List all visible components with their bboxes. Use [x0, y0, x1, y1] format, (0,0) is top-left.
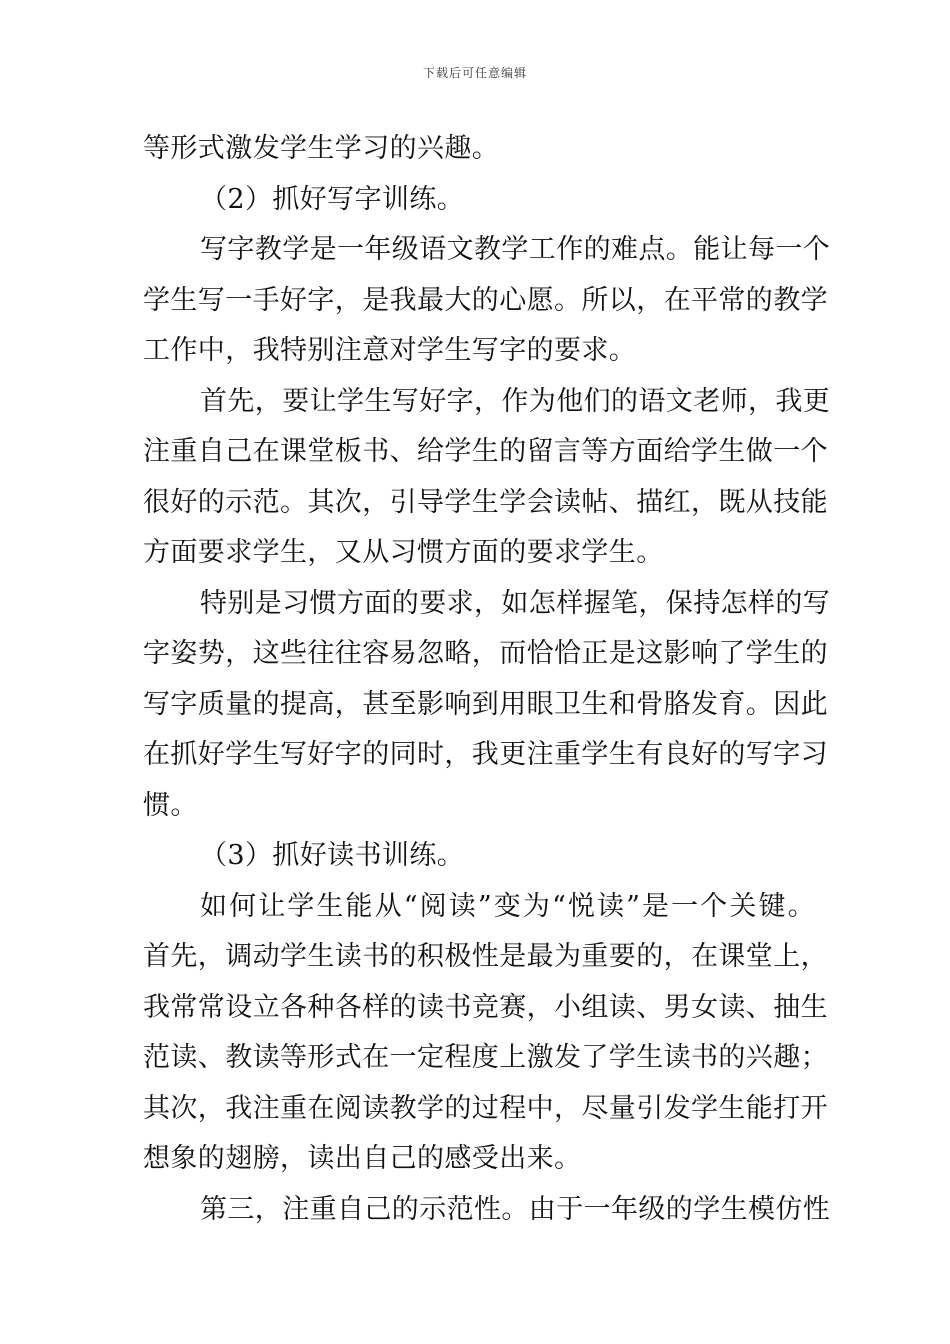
text-line: 想象的翅膀，读出自己的感受出来。	[143, 1143, 582, 1174]
text-line: 范读、教读等形式在一定程度上激发了学生读书的兴趣；	[143, 1042, 828, 1073]
text-line: 首先，调动学生读书的积极性是最为重要的，在课堂上，	[143, 941, 828, 972]
text-line: 其次，我注重在阅读教学的过程中，尽量引发学生能打开	[143, 1092, 828, 1124]
text-line: 我常常设立各种各样的读书竞赛，小组读、男女读、抽生	[143, 991, 828, 1023]
text-line: 写字质量的提高，甚至影响到用眼卫生和骨胳发育。因此	[143, 688, 828, 720]
text-line: 特别是习惯方面的要求，如怎样握笔，保持怎样的写	[200, 587, 831, 619]
text-line: 第三，注重自己的示范性。由于一年级的学生模仿性	[200, 1193, 831, 1225]
text-line: 惯。	[143, 789, 198, 821]
text-line: 如何让学生能从“阅读”变为“悦读”是一个关键。	[200, 890, 815, 922]
page-header-note: 下载后可任意编辑	[422, 66, 527, 80]
text-line: 注重自己在课堂板书、给学生的留言等方面给学生做一个	[143, 436, 828, 467]
text-line: 写字教学是一年级语文教学工作的难点。能让每一个	[200, 234, 831, 265]
section-heading: （3）抓好读书训练。	[200, 840, 465, 871]
text-line: 很好的示范。其次，引导学生学会读帖、描红，既从技能	[143, 486, 828, 518]
text-line: 字姿势，这些往往容易忽略，而恰恰正是这影响了学生的	[143, 638, 828, 669]
text-line: 方面要求学生，又从习惯方面的要求学生。	[143, 537, 664, 568]
text-line: 等形式激发学生学习的兴趣。	[143, 133, 500, 164]
text-line: 工作中，我特别注意对学生写字的要求。	[143, 335, 637, 366]
text-line: 在抓好学生写好字的同时，我更注重学生有良好的写字习	[143, 739, 828, 770]
text-line: 首先，要让学生写好字，作为他们的语文老师，我更	[200, 385, 831, 417]
text-line: 学生写一手好字，是我最大的心愿。所以，在平常的教学	[143, 284, 828, 316]
section-heading: （2）抓好写字训练。	[200, 183, 465, 215]
body-text	[143, 124, 831, 1235]
